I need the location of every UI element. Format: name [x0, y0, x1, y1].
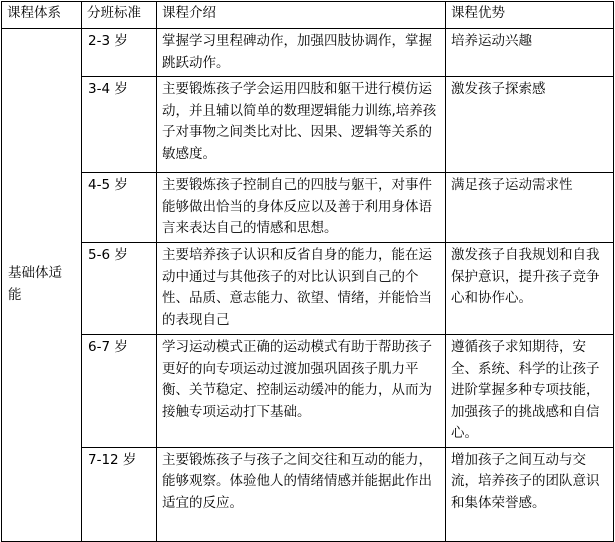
advantage-cell: 培养运动兴趣: [446, 29, 614, 77]
grade-cell: 5-6 岁: [82, 243, 157, 335]
table-row: [2, 77, 614, 173]
course-system-cell: 基础体适能: [2, 29, 82, 542]
table-row: [2, 447, 614, 541]
advantage-cell: 激发孩子自我规划和自我保护意识，提升孩子竞争心和协作心。: [446, 243, 614, 335]
advantage-cell: 激发孩子探索感: [446, 77, 614, 173]
grade-cell: 4-5 岁: [82, 173, 157, 243]
advantage-cell: 增加孩子之间互动与交流，培养孩子的团队意识和集体荣誉感。: [446, 447, 614, 541]
intro-cell: 掌握学习里程碑动作，加强四肢协调作，掌握跳跃动作。: [157, 29, 446, 77]
intro-cell: 主要培养孩子认识和反省自身的能力，能在运动中通过与其他孩子的对比认识到自己的个性、品质、意志能力、欲望、情绪，并能恰当的表现自己: [157, 243, 446, 335]
intro-cell: 主要锻炼孩子学会运用四肢和躯干进行模仿运动，并且辅以简单的数理逻辑能力训练,培养孩子对事物之间类比对比、因果、逻辑等关系的敏感度。: [157, 77, 446, 173]
table-row: [2, 29, 614, 77]
grade-cell: 6-7 岁: [82, 335, 157, 448]
advantage-cell: 遵循孩子求知期待，安全、系统、科学的让孩子进阶掌握多种专项技能，加强孩子的挑战感和自信心。: [446, 335, 614, 448]
intro-cell: 主要锻炼孩子控制自己的四肢与躯干，对事件能够做出恰当的身体反应以及善于利用身体语言来表达自己的情感和思想。: [157, 173, 446, 243]
advantage-cell: 满足孩子运动需求性: [446, 173, 614, 243]
table-row: [2, 243, 614, 335]
header-course-advantage: 课程优势: [446, 2, 614, 29]
grade-cell: 7-12 岁: [82, 447, 157, 541]
header-course-intro: 课程介绍: [157, 2, 446, 29]
grade-cell: 3-4 岁: [82, 77, 157, 173]
table-header-row: [2, 2, 614, 29]
table-row: [2, 335, 614, 448]
header-course-system: 课程体系: [2, 2, 82, 29]
header-grade-standard: 分班标准: [82, 2, 157, 29]
intro-cell: 主要锻炼孩子与孩子之间交往和互动的能力，能够观察。体验他人的情绪情感并能据此作出适宜的反应。: [157, 447, 446, 541]
course-table-container: [1, 1, 613, 535]
intro-cell: 学习运动模式正确的运动模式有助于帮助孩子更好的向专项运动过渡加强巩固孩子肌力平衡、关节稳定、控制运动缓冲的能力，从而为接触专项运动打下基础。: [157, 335, 446, 448]
course-table: [1, 1, 614, 542]
grade-cell: 2-3 岁: [82, 29, 157, 77]
table-row: [2, 173, 614, 243]
